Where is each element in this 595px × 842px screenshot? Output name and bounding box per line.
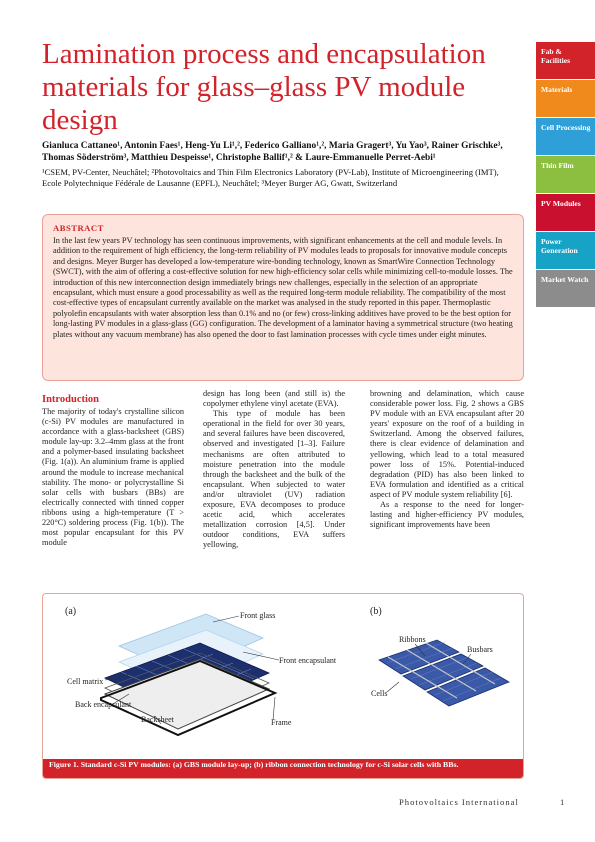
body-column-2 — [203, 389, 345, 551]
label-cells: Cells — [371, 689, 388, 698]
label-frame: Frame — [271, 718, 292, 727]
panel-a-label: (a) — [65, 606, 77, 617]
label-backsheet: Backsheet — [141, 715, 174, 724]
page-number: 1 — [560, 797, 565, 807]
intro-paragraph-2a: design has long been (and still is) the copolymer ethylene vinyl acetate (EVA). — [203, 389, 345, 409]
sidebar-tab-materials[interactable]: Materials — [536, 80, 595, 117]
sidebar-tab-power-generation[interactable]: Power Generation — [536, 232, 595, 269]
module-layup-diagram — [101, 614, 275, 735]
sidebar-tab-pv-modules[interactable]: PV Modules — [536, 194, 595, 231]
figure-1-illustration — [43, 594, 524, 760]
body-column-3 — [370, 389, 524, 530]
label-ribbons: Ribbons — [399, 635, 426, 644]
journal-name: Photovoltaics International — [399, 797, 519, 807]
label-back-encapsulant: Back encapsulant — [75, 700, 132, 709]
sidebar-tab-cell-processing[interactable]: Cell Processing — [536, 118, 595, 155]
affiliations: ¹CSEM, PV-Center, Neuchâtel; ²Photovoltaics and Thin Film Electronics Laboratory (PV-Lab), Institute of Microengineering (IMT), Ecole Polytechnique Fédérale de Lausanne (EPFL), Neuchâtel; ³Meyer Burger AG, Gwatt, Switzerland — [42, 167, 499, 188]
introduction-heading: Introduction — [42, 394, 99, 405]
abstract-box — [42, 214, 524, 381]
sidebar-tab-fab-facilities[interactable]: Fab & Facilities — [536, 42, 595, 79]
label-front-glass: Front glass — [240, 611, 276, 620]
figure-1 — [42, 593, 524, 779]
intro-paragraph-1: The majority of today's crystalline silicon (c-Si) PV modules are manufactured in accordance with a glass-backsheet (GBS) module lay-up: 3.2–4mm glass at the front and a polymer-based insulating backsheet (Fig. 1(a)). An aluminium frame is applied around the module to increase mechanical stability. The mono- or polycrystalline Si solar cells with busbars (BBs) are electrically connected with tinned copper ribbons using a high-temperature (T > 220°C) soldering process (Fig. 1(b)). The most popular encapsulant for this PV module — [42, 407, 184, 548]
intro-paragraph-3a: browning and delamination, which cause considerable power loss. Fig. 2 shows a GBS PV module with an EVA encapsulant after 20 years' exposure on the roof of a building in Switzerland. Among the observed failures, there is clear evidence of delamination and yellowing, which lead to a total measured power loss of 15%. Potential-induced degradation (PID) has also been linked to EVA formulation and identified as a critical aspect of PV module system reliability [6]. — [370, 389, 524, 499]
section-sidebar — [536, 42, 595, 308]
abstract-heading: ABSTRACT — [53, 223, 104, 233]
intro-paragraph-2b: This type of module has been operational in the field for over 30 years, and several failures have been discovered, observed and investigated [1–3]. Failure mechanisms are often attributed to moisture penetration into the module through the backsheet and the bulk of the encapsulant. When subjected to water and/or ultraviolet (UV) radiation exposure, EVA decomposes to produce acetic acid, which accelerates metallization corrosion [4,5]. Under outdoor conditions, EVA suffers yellowing, — [203, 409, 345, 550]
abstract-text: In the last few years PV technology has seen continuous improvements, with significant enhancements at the cell and module levels. In addition to the requirement of high efficiency, the long-term reliability of PV modules leads to proposals for innovative module concepts and designs. Meyer Burger has developed a low-temperature wire-bonding technology, known as SmartWire Connection Technology (SWCT), with the aim of offering a cost-effective solution for new high-efficiency solar cells while minimizing cell-to-module losses. The introduction of this new interconnection design immediately brings new challenges, especially in the selection of an appropriate encapsulant, which must ensure a good processability as well as the required long-term module reliability. The compatibility of the most cost-effective types of encapsulant currently available on the market was analysed in the study reported in this paper. Thermoplastic polyolefin encapsulants with water absorption less than 0.1% and no (or few) cross-linking additives have proved to be the best option for long-lasting PV modules in a glass-glass (GG) configuration. The development of a laminator having a symmetrical structure (two heating plates without any vacuum membrane) has also opened the door to fast lamination processes with cycle times under eight minutes. — [53, 236, 513, 339]
label-front-encapsulant: Front encapsulant — [279, 656, 337, 665]
sidebar-tab-market-watch[interactable]: Market Watch — [536, 270, 595, 307]
panel-b-label: (b) — [370, 606, 382, 617]
intro-paragraph-3b: As a response to the need for longer-lasting and higher-efficiency PV modules, significant improvements have been — [370, 500, 524, 530]
article-title: Lamination process and encapsulation materials for glass–glass PV module design — [42, 38, 486, 136]
author-list: Gianluca Cattaneo¹, Antonin Faes¹, Heng-Yu Li¹,², Federico Galliano¹,², Maria Gragert³, Yu Yao³, Rainer Grischke³, Thomas Söderström³, Matthieu Despeisse¹, Christophe Ballif¹,² & Laure-Emmanuelle Perret-Aebi¹ — [42, 141, 503, 163]
figure-1-caption: Figure 1. Standard c-Si PV modules: (a) GBS module lay-up; (b) ribbon connection technology for c-Si solar cells with BBs. — [43, 759, 523, 779]
body-column-1 — [42, 393, 184, 548]
sidebar-tab-thin-film[interactable]: Thin Film — [536, 156, 595, 193]
label-cell-matrix: Cell matrix — [67, 677, 104, 686]
label-busbars: Busbars — [467, 645, 493, 654]
